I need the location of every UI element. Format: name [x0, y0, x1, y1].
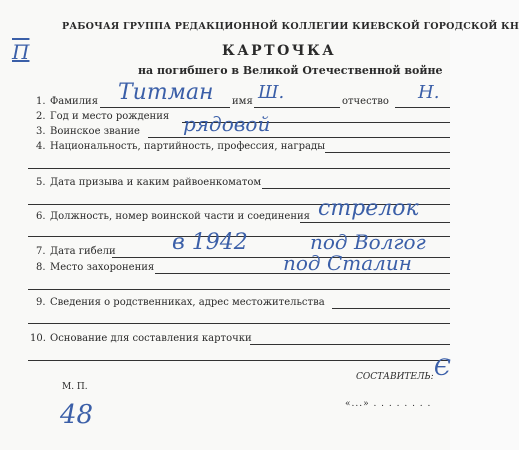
field-3-number: 3. — [36, 126, 46, 137]
handwritten-burial-line-1: под Волгог — [310, 230, 426, 254]
handwritten-position: стрелок — [318, 196, 419, 221]
field-1-surname-label: Фамилия — [50, 96, 99, 107]
field-5-line-a — [262, 188, 450, 189]
field-4-line-a — [325, 152, 450, 153]
field-1-number: 1. — [36, 96, 46, 107]
handwritten-burial-line-2: под Сталин — [283, 251, 412, 275]
field-5-label: Дата призыва и каким райвоенкоматом — [50, 177, 262, 188]
field-8-line-b — [28, 289, 450, 290]
field-4-number: 4. — [36, 141, 46, 152]
field-7-label: Дата гибели — [50, 246, 116, 257]
field-10-label: Основание для составления карточки — [50, 333, 252, 344]
field-6-label: Должность, номер воинской части и соединения — [50, 211, 310, 222]
corner-mark: П — [12, 40, 30, 64]
date-placeholder: «...» . . . . . . . . — [345, 399, 432, 409]
field-4-label: Национальность, партийность, профессия, награды — [50, 141, 326, 152]
field-6-number: 6. — [36, 211, 46, 222]
field-9-label: Сведения о родственниках, адрес местожительства — [50, 297, 325, 308]
field-3-line — [148, 137, 450, 138]
field-8-label: Место захоронения — [50, 262, 155, 273]
field-1-patronymic-line — [395, 107, 450, 108]
compiler-label: СОСТАВИТЕЛЬ: — [356, 372, 434, 382]
handwritten-name: Ш. — [258, 82, 285, 103]
card-subtitle: на погибшего в Великой Отечественной войне — [138, 64, 443, 77]
handwritten-patronymic: Н. — [418, 82, 440, 103]
handwritten-surname: Титман — [118, 80, 214, 105]
field-8-number: 8. — [36, 262, 46, 273]
field-2-label: Год и место рождения — [50, 111, 170, 122]
field-10-line-a — [250, 344, 450, 345]
field-10-line-b — [28, 360, 450, 361]
field-1-patronymic-label: отчество — [342, 96, 389, 107]
field-2-number: 2. — [36, 111, 46, 122]
field-1-name-line — [254, 107, 340, 108]
field-7-number: 7. — [36, 246, 46, 257]
field-3-label: Воинское звание — [50, 126, 140, 137]
stamp-place-label: М. П. — [62, 382, 88, 392]
handwritten-page-number: 48 — [60, 400, 94, 430]
field-6-line-a — [300, 222, 450, 223]
organization-header: РАБОЧАЯ ГРУППА РЕДАКЦИОННОЙ КОЛЛЕГИИ КИЕВСКОЙ ГОРОДСКОЙ КН — [62, 21, 519, 32]
field-9-number: 9. — [36, 297, 46, 308]
field-9-line-b — [28, 323, 450, 324]
field-5-number: 5. — [36, 177, 46, 188]
handwritten-death-date: в 1942 — [172, 230, 248, 255]
field-1-name-label: имя — [232, 96, 253, 107]
handwritten-signature: Є — [434, 356, 451, 381]
handwritten-rank: рядовой — [183, 112, 271, 136]
field-4-line-b — [28, 168, 450, 169]
card-title: КАРТОЧКА — [222, 43, 337, 59]
field-9-line-a — [332, 308, 450, 309]
field-10-number: 10. — [30, 333, 46, 344]
field-1-surname-line — [100, 107, 230, 108]
